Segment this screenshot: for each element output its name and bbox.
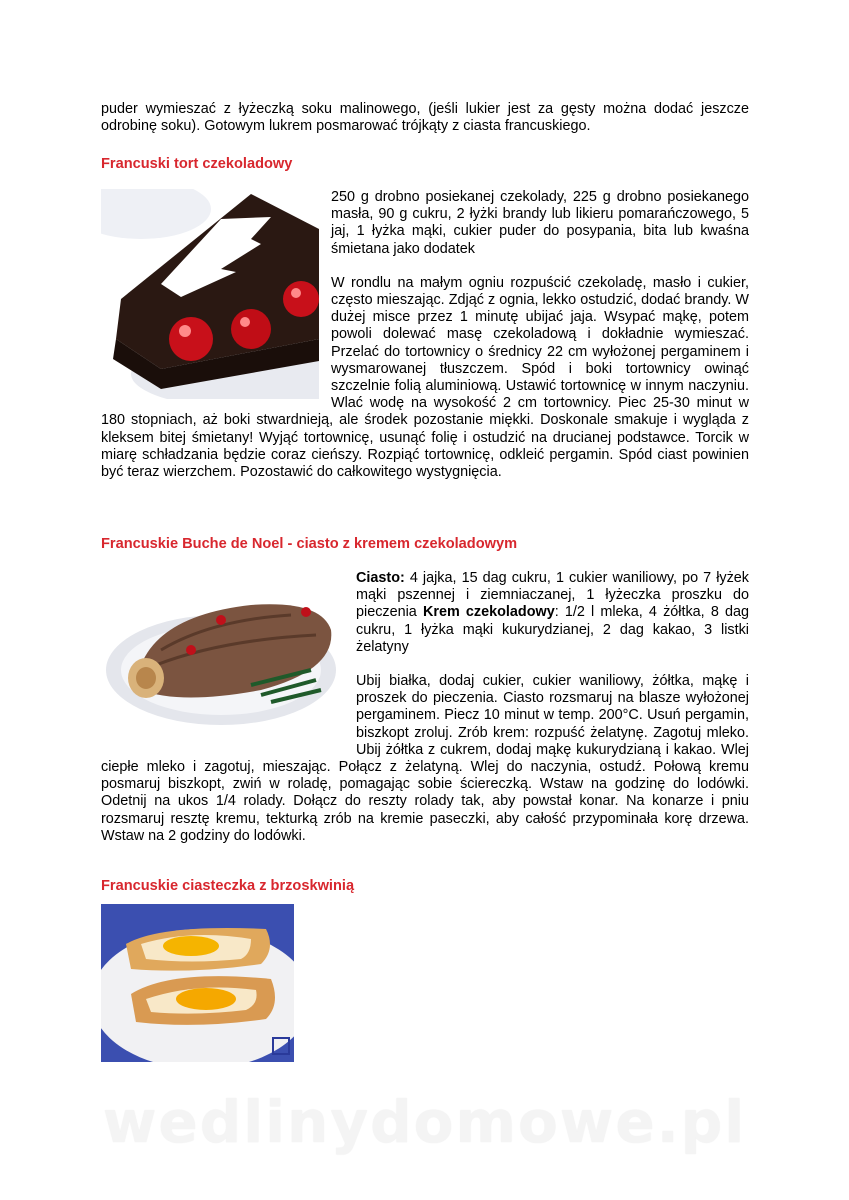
recipe-body-chocolate-cake	[101, 189, 749, 498]
recipe-body-buche-de-noel	[101, 570, 749, 862]
intro-paragraph: puder wymieszać z łyżeczką soku malinowego, (jeśli lukier jest za gęsty można dodać jeszcze odrobinę soku). Gotowym lukrem posmarować trójkąty z ciasta francuskiego.	[101, 101, 749, 135]
ingredients-text-cream: : 1/2 l mleka, 4 żółtka, 8 dag cukru, 1 łyżka mąki kukurydzianej, 2 dag kakao, 3 listki żelatyny	[356, 604, 749, 655]
ingredients-label-dough: Ciasto:	[356, 570, 405, 586]
ingredients-chocolate-cake: 250 g drobno posiekanej czekolady, 225 g drobno posiekanego masła, 90 g cukru, 2 łyżki brandy lub likieru pomarańczowego, 5 jaj, 1 łyżka mąki, cukier puder do posypania, bita lub kwaśna śmietana jako dodatek	[331, 189, 749, 257]
ingredients-text-dough: 4 jajka, 15 dag cukru, 1 cukier waniliowy, po 7 łyżek mąki pszennej i ziemniaczanej, 1 łyżeczka proszku do pieczenia	[356, 570, 749, 621]
recipe-title-chocolate-cake: Francuski tort czekoladowy	[101, 156, 293, 172]
buche-de-noel-photo	[101, 570, 344, 740]
ingredients-label-cream: Krem czekoladowy	[422, 604, 555, 621]
recipe-title-buche-de-noel: Francuskie Buche de Noel - ciasto z kremem czekoladowym	[101, 536, 518, 552]
peach-pastries-photo	[101, 904, 294, 1062]
chocolate-cake-photo	[101, 189, 319, 399]
recipe-title-peach-pastries: Francuskie ciasteczka z brzoskwinią	[101, 878, 355, 894]
watermark: wedlinydomowe.pl	[102, 1088, 747, 1156]
method-chocolate-cake: W rondlu na małym ogniu rozpuścić czekoladę, masło i cukier, często mieszając. Zdjąć z ognia, lekko ostudzić, dodać brandy. W dużej misce przez 1 minutę ubijać jaja. Wsypać mąkę, potem powoli dolewać masę czekoladową i dokładnie wymieszać. Przelać do tortownicy o średnicy 22 cm wyłożonej pergaminem i wysmarowanej tłuszczem. Spód i boki tortownicy owinąć szczelnie folią aluminiową. Ustawić tortownicę w innym naczyniu. Wlać wodę na wysokość 2 cm tortownicy. Piec 25-30 minut w 180 stopniach, aż boki stwardnieją, ale środek pozostanie miękki. Doskonale smakuje i wygląda z kleksem bitej śmietany! Wyjąć tortownicę, usunąć folię i ostudzić na drucianej podstawce. Torcik w miarę schładzania będzie coraz cieńszy. Rozpiąć tortownicę, odkleić pergamin. Spód ciast powinien być teraz wierzchem. Pozostawić do całkowitego wystygnięcia.	[101, 274, 749, 481]
method-buche-de-noel: Ubij białka, dodaj cukier, cukier waniliowy, żółtka, mąkę i proszek do pieczenia. Ciasto rozsmaruj na blasze wyłożonej pergaminem. Piecz 10 minut w temp. 200°C. Usuń pergamin, biszkopt zroluj. Zrób krem: rozpuść żelatynę. Zagotuj mleko. Ubij żółtka z cukrem, dodaj mąkę kukurydzianą i kakao. Wlej ciepłe mleko i zagotuj, mieszając. Połącz z żelatyną. Wlej do naczynia, ostudź. Połową kremu posmaruj biszkopt, zwiń w roladę, pomagając sobie ściereczką. Wstaw na godzinę do lodówki. Odetnij na ukos 1/4 rolady. Dołącz do reszty rolady tak, aby powstał konar. Na konarze i pniu rozsmaruj resztę kremu, tekturką zrób na kremie paseczki, aby całość przypominała korę drzewa. Wstaw na 2 godziny do lodówki.	[101, 673, 749, 844]
